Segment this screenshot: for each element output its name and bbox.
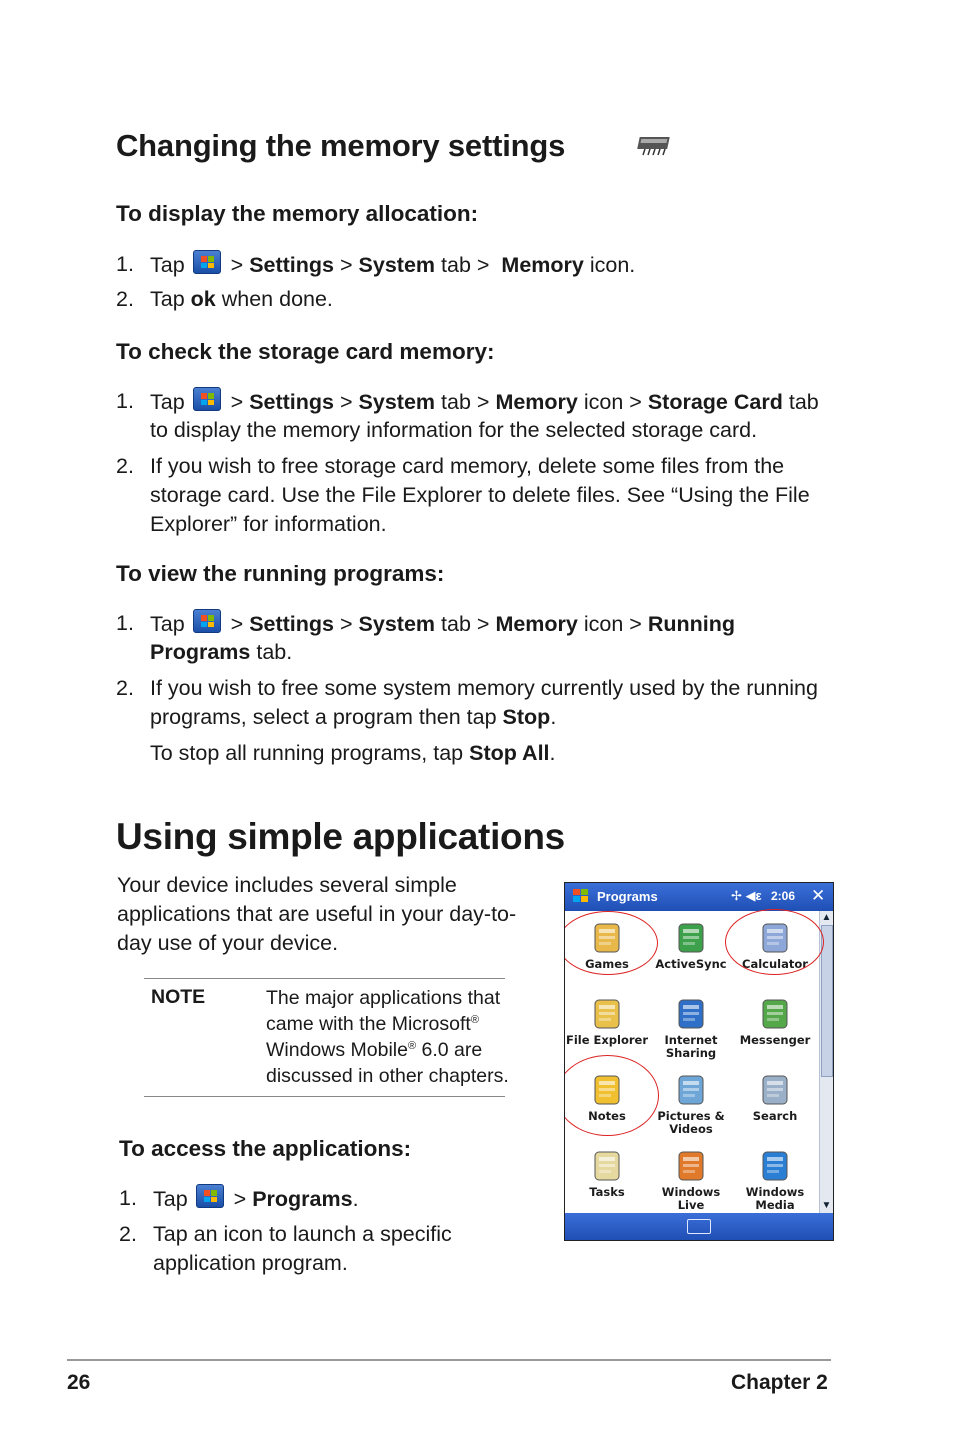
- internet-sharing-icon: [674, 997, 708, 1031]
- step-number: 2.: [116, 676, 134, 700]
- tasks-icon: [590, 1149, 624, 1183]
- title-bar: [565, 883, 833, 911]
- activesync-icon: [674, 921, 708, 955]
- keyboard-icon[interactable]: [687, 1219, 711, 1234]
- heading-access-applications: To access the applications:: [119, 1136, 412, 1161]
- app-label: Tasks: [589, 1185, 625, 1199]
- app-messenger[interactable]: [733, 997, 817, 1047]
- list-item: 1. Tap > Settings > System tab > Memory icon > Storage Card tab to display the memory information for the selected storage card.: [116, 389, 819, 442]
- file-explorer-icon: [590, 997, 624, 1031]
- programs-screenshot: [564, 882, 834, 1241]
- app-file-explorer[interactable]: [565, 997, 649, 1047]
- section-title-memory: Changing the memory settings: [116, 128, 566, 163]
- app-activesync[interactable]: [649, 921, 733, 971]
- start-menu-icon: [193, 609, 221, 633]
- step-text: Tap: [150, 253, 185, 277]
- app-label: Internet Sharing: [664, 1033, 718, 1060]
- section-title-applications: Using simple applications: [116, 816, 565, 857]
- heading-storage-memory: To check the storage card memory:: [116, 339, 495, 364]
- programs-label: Programs: [252, 1187, 353, 1211]
- stop-all-label: Stop All: [469, 741, 550, 765]
- app-windows-live[interactable]: [649, 1149, 733, 1212]
- step-number: 2.: [116, 454, 134, 478]
- app-label: Windows Media: [745, 1185, 805, 1212]
- list-item: 1. Tap > Settings > System tab > Memory icon.: [116, 252, 636, 277]
- list-item: 2. Tap ok when done.: [116, 287, 333, 311]
- memory-chip-icon: [637, 131, 675, 159]
- memory-label: Memory: [501, 253, 584, 277]
- close-icon[interactable]: ✕: [811, 886, 826, 905]
- app-label: Messenger: [739, 1033, 811, 1047]
- clock[interactable]: 2:06: [771, 889, 796, 903]
- note-text: The major applications that came with the Microsoft® Windows Mobile® 6.0 are discussed in other chapters.: [266, 987, 509, 1087]
- app-pictures-videos[interactable]: [649, 1073, 733, 1136]
- scroll-down-icon[interactable]: ▼: [821, 1200, 832, 1211]
- windows-media-icon: [758, 1149, 792, 1183]
- list-item: 1. Tap > Programs.: [119, 1186, 359, 1211]
- app-label: Notes: [588, 1109, 626, 1123]
- step-number: 1.: [116, 611, 134, 635]
- highlight-circle: [725, 909, 824, 975]
- note-label: NOTE: [151, 986, 206, 1008]
- page-number: 26: [67, 1371, 91, 1394]
- app-label: Search: [752, 1109, 798, 1123]
- app-tasks[interactable]: [565, 1149, 649, 1199]
- running-label: Running: [647, 612, 736, 636]
- footer-rule: [67, 1359, 831, 1361]
- heading-display-memory: To display the memory allocation:: [116, 201, 479, 226]
- app-search[interactable]: [733, 1073, 817, 1123]
- app-label: Pictures & Videos: [657, 1109, 725, 1136]
- heading-running-programs: To view the running programs:: [116, 561, 445, 586]
- stop-label: Stop: [502, 705, 551, 729]
- windows-flag-icon[interactable]: [571, 887, 591, 908]
- scrollbar[interactable]: [819, 911, 833, 1213]
- settings-label: Settings: [249, 253, 335, 277]
- status-icons[interactable]: ✢ ◀ε: [731, 888, 762, 903]
- step-number: 1.: [116, 389, 134, 413]
- scroll-up-icon[interactable]: ▲: [821, 912, 832, 923]
- window-title: Programs: [597, 889, 658, 904]
- app-label: Games: [585, 957, 629, 971]
- app-windows-media[interactable]: [733, 1149, 817, 1212]
- list-item: 2. Tap an icon to launch a specific application program.: [119, 1222, 452, 1275]
- search-icon: [758, 1073, 792, 1107]
- app-label: File Explorer: [565, 1033, 649, 1047]
- app-label: Windows Live: [661, 1185, 721, 1212]
- start-menu-icon: [193, 250, 221, 274]
- system-label: System: [358, 253, 436, 277]
- list-item: 1. Tap > Settings > System tab > Memory icon > Running Programs tab.: [116, 611, 736, 664]
- messenger-icon: [758, 997, 792, 1031]
- highlight-circle: [564, 1055, 659, 1136]
- step-number: 1.: [116, 252, 134, 276]
- start-menu-icon: [193, 387, 221, 411]
- intro-paragraph: Your device includes several simple applications that are useful in your day-to- day use of your device.: [117, 873, 517, 955]
- app-internet-sharing[interactable]: [649, 997, 733, 1060]
- list-item: 2. If you wish to free some system memory currently used by the running programs, select a program then tap Stop. To stop all running programs, tap Stop All.: [116, 676, 818, 765]
- app-label: ActiveSync: [655, 957, 727, 971]
- storage-card-label: Storage Card: [647, 390, 783, 414]
- menu-bar: [565, 1213, 833, 1240]
- windows-live-icon: [674, 1149, 708, 1183]
- list-item: 2. If you wish to free storage card memory, delete some files from the storage card. Use the File Explorer to delete files. See “Using the File Explorer” for information.: [116, 454, 810, 536]
- chapter-label: Chapter 2: [731, 1371, 828, 1394]
- step-number: 1.: [119, 1186, 137, 1210]
- start-menu-icon: [196, 1184, 224, 1208]
- pictures-videos-icon: [674, 1073, 708, 1107]
- app-label: Calculator: [742, 957, 808, 971]
- step-number: 2.: [116, 287, 134, 311]
- step-number: 2.: [119, 1222, 137, 1246]
- ok-label: ok: [190, 287, 216, 311]
